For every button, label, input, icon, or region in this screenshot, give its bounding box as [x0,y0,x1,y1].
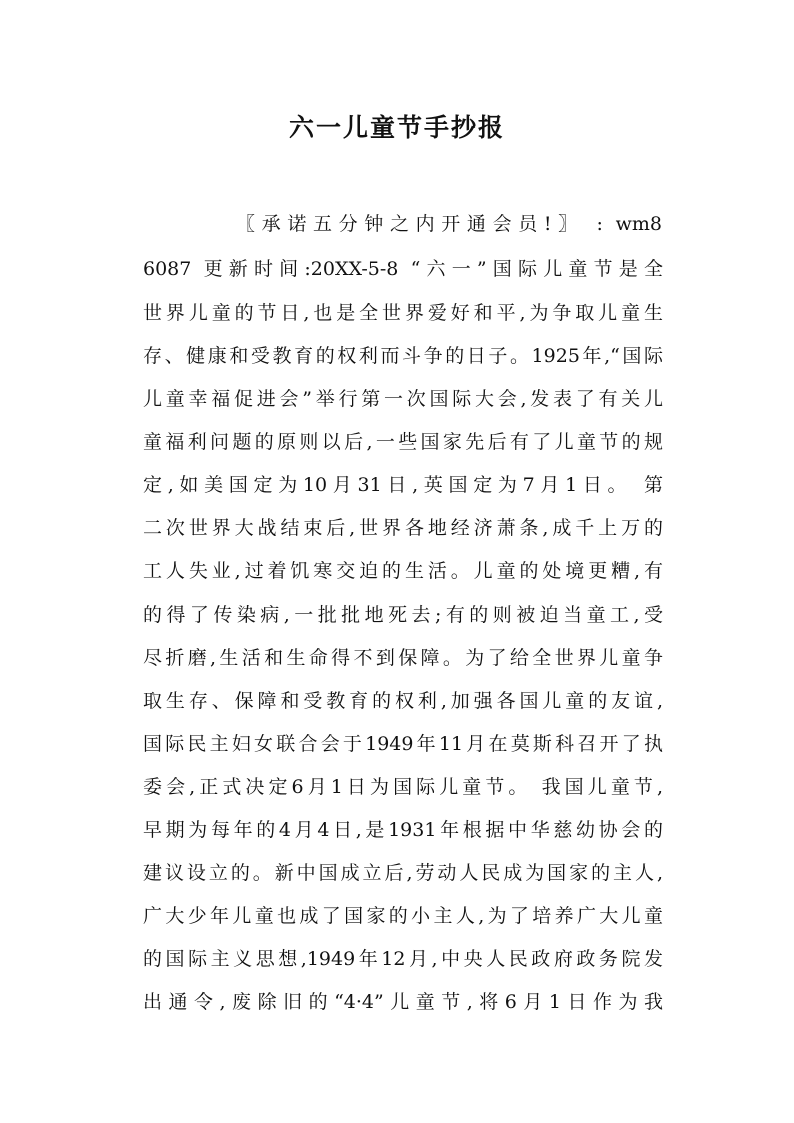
body-line: 的得了传染病,一批批地死去;有的则被迫当童工,受 [143,604,663,626]
body-line: 童福利问题的原则以后,一些国家先后有了儿童节的规 [143,431,663,453]
body-line: 的国际主义思想,1949年12月,中央人民政府政务院发 [143,948,663,970]
body-line: 定,如美国定为10月31日,英国定为7月1日。 第 [143,474,663,496]
document-title: 六一儿童节手抄报 [288,113,505,142]
body-line: 取生存、保障和受教育的权利,加强各国儿童的友谊, [143,690,663,712]
body-line: 二次世界大战结束后,世界各地经济萧条,成千上万的 [143,517,663,539]
body-line: 〖承诺五分钟之内开通会员!〗 : wm8 [236,213,662,235]
body-line: 早期为每年的4月4日,是1931年根据中华慈幼协会的 [143,819,663,841]
body-line: 儿童幸福促进会”举行第一次国际大会,发表了有关儿 [143,388,663,410]
body-line: 广大少年儿童也成了国家的小主人,为了培养广大儿童 [143,905,663,927]
body-line: 工人失业,过着饥寒交迫的生活。儿童的处境更糟,有 [143,560,663,582]
body-line: 6087 更新时间:20XX-5-8 “六一”国际儿童节是全 [143,258,663,280]
body-line: 存、健康和受教育的权利而斗争的日子。1925年,“国际 [143,345,663,367]
body-line: 国际民主妇女联合会于1949年11月在莫斯科召开了执 [143,733,663,755]
body-line: 尽折磨,生活和生命得不到保障。为了给全世界儿童争 [143,647,663,669]
body-line: 世界儿童的节日,也是全世界爱好和平,为争取儿童生 [143,302,663,324]
body-line: 出通令,废除旧的“4·4”儿童节,将6月1日作为我 [143,991,663,1013]
body-line: 委会,正式决定6月1日为国际儿童节。 我国儿童节, [143,776,663,798]
body-line: 建议设立的。新中国成立后,劳动人民成为国家的主人, [143,862,663,884]
